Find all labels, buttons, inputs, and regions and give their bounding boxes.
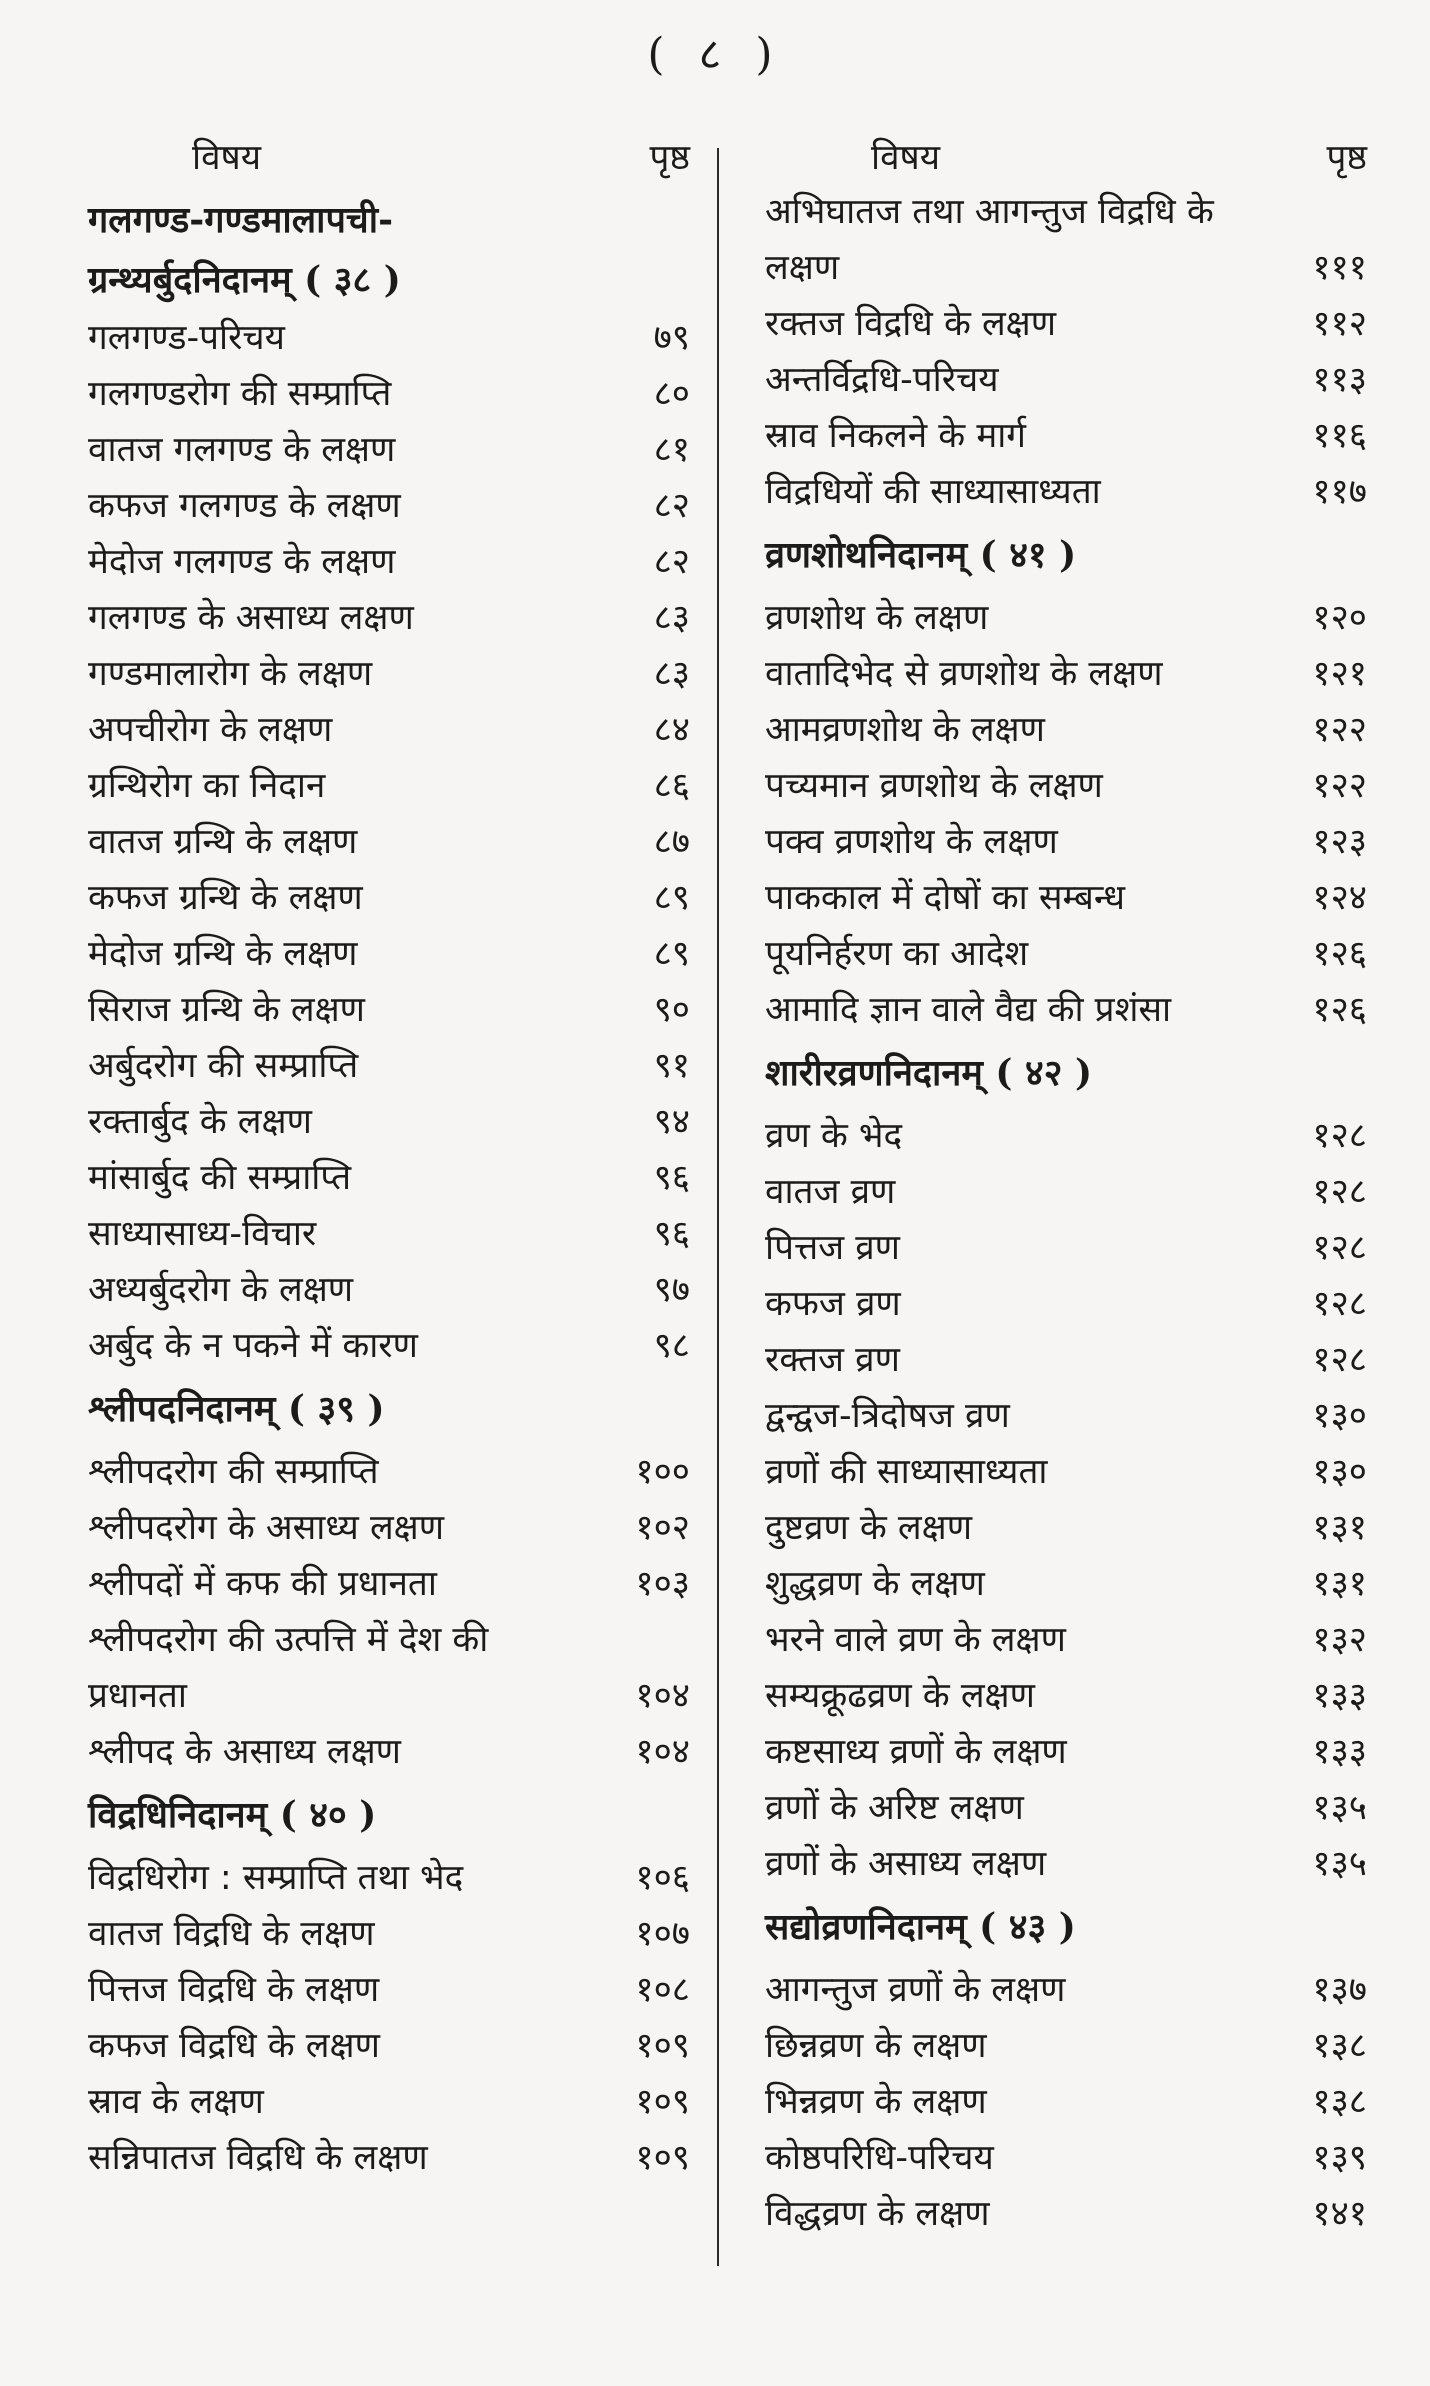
right-column-header [765, 128, 1367, 184]
toc-entry [765, 1500, 1367, 1556]
section-heading [765, 520, 1367, 590]
entry-page-number: १३० [1312, 1396, 1367, 1436]
toc-entry [765, 1612, 1367, 1668]
entry-page-number: १३० [1312, 1452, 1367, 1492]
toc-entry [765, 758, 1367, 814]
entry-page-number: १२६ [1312, 990, 1367, 1030]
entry-page-number: ११२ [1312, 304, 1367, 344]
entry-title: रक्तार्बुद के लक्षण [88, 1102, 312, 1142]
toc-entry [765, 1220, 1367, 1276]
section-heading [88, 1780, 690, 1850]
entry-page-number: १०२ [635, 1508, 690, 1548]
entry-title: ग्रन्थिरोग का निदान [88, 766, 326, 806]
column-divider [717, 148, 719, 2266]
entry-page-number: ८७ [653, 822, 690, 862]
toc-entry [765, 1780, 1367, 1836]
entry-title: सिराज ग्रन्थि के लक्षण [88, 990, 365, 1030]
entry-page-number: ८० [653, 374, 690, 414]
toc-entry [88, 590, 690, 646]
toc-entry [765, 296, 1367, 352]
toc-entry [765, 1724, 1367, 1780]
right-toc-list [765, 184, 1367, 2242]
toc-entry [765, 1164, 1367, 1220]
toc-entry [88, 1318, 690, 1374]
entry-page-number: ९६ [653, 1214, 690, 1254]
entry-page-number: १२८ [1312, 1172, 1367, 1212]
section-heading [88, 184, 690, 310]
entry-title: आमव्रणशोथ के लक्षण [765, 710, 1045, 750]
toc-entry [765, 1444, 1367, 1500]
entry-page-number: १०३ [635, 1564, 690, 1604]
toc-entry [88, 422, 690, 478]
toc-entry [765, 2186, 1367, 2242]
entry-title: पित्तज विद्रधि के लक्षण [88, 1970, 380, 2010]
toc-entry [765, 2074, 1367, 2130]
entry-title: सन्निपातज विद्रधि के लक्षण [88, 2138, 428, 2178]
entry-page-number: १२२ [1312, 766, 1367, 806]
entry-page-number: १०९ [635, 2026, 690, 2066]
entry-title: कफज गलगण्ड के लक्षण [88, 486, 401, 526]
entry-title: आगन्तुज व्रणों के लक्षण [765, 1970, 1066, 2010]
entry-title: रक्तज विद्रधि के लक्षण [765, 304, 1057, 344]
toc-entry [765, 982, 1367, 1038]
entry-title: अन्तर्विद्रधि-परिचय [765, 360, 999, 400]
toc-entry [88, 926, 690, 982]
section-heading [765, 1038, 1367, 1108]
entry-page-number: १२४ [1312, 878, 1367, 918]
entry-page-number: १३८ [1312, 2026, 1367, 2066]
entry-title: शुद्धव्रण के लक्षण [765, 1564, 985, 1604]
entry-page-number: १२० [1312, 598, 1367, 638]
entry-page-number: ८६ [653, 766, 690, 806]
entry-page-number: १३३ [1312, 1676, 1367, 1716]
toc-entry [88, 366, 690, 422]
entry-page-number: १०९ [635, 2138, 690, 2178]
entry-page-number: ८९ [653, 878, 690, 918]
toc-entry [88, 1500, 690, 1556]
entry-page-number: १३२ [1312, 1620, 1367, 1660]
entry-title: पित्तज व्रण [765, 1228, 900, 1268]
section-title: विद्रधिनिदानम् ( ४० ) [88, 1794, 377, 1836]
entry-title: वातज ग्रन्थि के लक्षण [88, 822, 358, 862]
entry-title: पक्व व्रणशोथ के लक्षण [765, 822, 1058, 862]
toc-entry [88, 1556, 690, 1612]
entry-title: आमादि ज्ञान वाले वैद्य की प्रशंसा [765, 990, 1172, 1030]
toc-entry [88, 1444, 690, 1500]
toc-entry [88, 534, 690, 590]
page-header: पृष्ठ [649, 137, 690, 178]
entry-title: अपचीरोग के लक्षण [88, 710, 333, 750]
toc-entry [88, 1094, 690, 1150]
entry-title: छिन्नव्रण के लक्षण [765, 2026, 987, 2066]
entry-page-number: १३१ [1312, 1564, 1367, 1604]
entry-title: रक्तज व्रण [765, 1340, 900, 1380]
toc-entry [765, 2130, 1367, 2186]
entry-title: भिन्नव्रण के लक्षण [765, 2082, 987, 2122]
entry-page-number: ९८ [653, 1326, 690, 1366]
entry-page-number: १११ [1312, 248, 1367, 288]
entry-page-number: ८२ [653, 486, 690, 526]
toc-entry [88, 702, 690, 758]
toc-entry [765, 1556, 1367, 1612]
toc-entry [765, 1276, 1367, 1332]
toc-entry [88, 1724, 690, 1780]
section-heading [765, 1892, 1367, 1962]
toc-entry [765, 1388, 1367, 1444]
toc-entry [88, 1850, 690, 1906]
entry-page-number: ११७ [1312, 472, 1367, 512]
entry-page-number: ९६ [653, 1158, 690, 1198]
toc-entry [88, 1150, 690, 1206]
entry-title: अभिघातज तथा आगन्तुज विद्रधि के लक्षण [765, 192, 1214, 288]
entry-page-number: १३५ [1312, 1788, 1367, 1828]
entry-title: भरने वाले व्रण के लक्षण [765, 1620, 1066, 1660]
entry-title: अध्यर्बुदरोग के लक्षण [88, 1270, 354, 1310]
entry-page-number: १२६ [1312, 934, 1367, 974]
toc-entry [88, 814, 690, 870]
entry-page-number: १०० [635, 1452, 690, 1492]
page-number: ( ८ ) [647, 29, 783, 80]
toc-entry [765, 184, 1367, 296]
entry-title: द्वन्द्वज-त्रिदोषज व्रण [765, 1396, 1010, 1436]
entry-title: कफज ग्रन्थि के लक्षण [88, 878, 363, 918]
page-header: पृष्ठ [1326, 137, 1367, 178]
entry-title: मांसार्बुद की सम्प्राप्ति [88, 1158, 352, 1198]
toc-entry [88, 1962, 690, 2018]
entry-title: वातादिभेद से व्रणशोथ के लक्षण [765, 654, 1163, 694]
entry-title: श्लीपदरोग की उत्पत्ति में देश की प्रधानता [88, 1620, 489, 1716]
toc-entry [765, 814, 1367, 870]
entry-title: दुष्टव्रण के लक्षण [765, 1508, 973, 1548]
entry-title: सम्यक्रूढव्रण के लक्षण [765, 1676, 1035, 1716]
toc-entry [88, 646, 690, 702]
entry-title: कोष्ठपरिधि-परिचय [765, 2138, 994, 2178]
entry-page-number: १०९ [635, 2082, 690, 2122]
entry-page-number: १२८ [1312, 1228, 1367, 1268]
toc-entry [765, 1668, 1367, 1724]
entry-title: गलगण्डरोग की सम्प्राप्ति [88, 374, 392, 414]
entry-page-number: १३५ [1312, 1844, 1367, 1884]
entry-title: अर्बुदरोग की सम्प्राप्ति [88, 1046, 359, 1086]
entry-page-number: ८४ [653, 710, 690, 750]
toc-entry [765, 590, 1367, 646]
entry-page-number: १४१ [1312, 2194, 1367, 2234]
toc-entry [765, 702, 1367, 758]
entry-title: व्रणों की साध्यासाध्यता [765, 1452, 1048, 1492]
left-column [88, 128, 690, 2186]
entry-page-number: ९० [653, 990, 690, 1030]
toc-entry [765, 1108, 1367, 1164]
section-heading [88, 1374, 690, 1444]
entry-title: कफज व्रण [765, 1284, 901, 1324]
section-title: शारीरव्रणनिदानम् ( ४२ ) [765, 1052, 1092, 1094]
right-column [765, 128, 1367, 2242]
entry-page-number: ८३ [653, 654, 690, 694]
topic-header: विषय [192, 137, 262, 178]
entry-title: वातज व्रण [765, 1172, 896, 1212]
section-title: गलगण्ड-गण्डमालापची-ग्रन्थ्यर्बुदनिदानम् ( ३८ ) [88, 199, 401, 301]
left-column-header [88, 128, 690, 184]
topic-header: विषय [871, 137, 941, 178]
entry-title: गण्डमालारोग के लक्षण [88, 654, 373, 694]
toc-entry [88, 982, 690, 1038]
entry-page-number: ८३ [653, 598, 690, 638]
toc-entry [765, 2018, 1367, 2074]
toc-entry [88, 478, 690, 534]
entry-title: गलगण्ड-परिचय [88, 318, 285, 358]
toc-entry [88, 1612, 690, 1724]
entry-title: व्रण के भेद [765, 1116, 903, 1156]
entry-title: विद्रधिरोग : सम्प्राप्ति तथा भेद [88, 1858, 464, 1898]
entry-page-number: ९७ [653, 1270, 690, 1310]
entry-title: विद्रधियों की साध्यासाध्यता [765, 472, 1101, 512]
toc-entry [88, 1906, 690, 1962]
toc-entry [765, 1836, 1367, 1892]
entry-page-number: १०४ [635, 1676, 690, 1716]
toc-entry [88, 2018, 690, 2074]
entry-page-number: १३१ [1312, 1508, 1367, 1548]
entry-title: मेदोज ग्रन्थि के लक्षण [88, 934, 358, 974]
toc-entry [765, 870, 1367, 926]
toc-entry [88, 2130, 690, 2186]
toc-entry [765, 926, 1367, 982]
entry-page-number: ८९ [653, 934, 690, 974]
entry-title: मेदोज गलगण्ड के लक्षण [88, 542, 396, 582]
entry-page-number: १०६ [635, 1858, 690, 1898]
entry-title: विद्धव्रण के लक्षण [765, 2194, 990, 2234]
entry-page-number: १३७ [1312, 1970, 1367, 2010]
entry-title: कफज विद्रधि के लक्षण [88, 2026, 380, 2066]
toc-entry [88, 1206, 690, 1262]
entry-page-number: १३९ [1312, 2138, 1367, 2178]
toc-entry [88, 1262, 690, 1318]
entry-title: श्लीपदों में कफ की प्रधानता [88, 1564, 437, 1604]
toc-entry [88, 1038, 690, 1094]
entry-title: व्रणशोथ के लक्षण [765, 598, 989, 638]
entry-page-number: ९४ [653, 1102, 690, 1142]
entry-title: पच्यमान व्रणशोथ के लक्षण [765, 766, 1103, 806]
entry-title: कष्टसाध्य व्रणों के लक्षण [765, 1732, 1067, 1772]
entry-title: श्लीपदरोग की सम्प्राप्ति [88, 1452, 379, 1492]
entry-title: व्रणों के असाध्य लक्षण [765, 1844, 1047, 1884]
entry-page-number: १२१ [1312, 654, 1367, 694]
entry-title: स्राव के लक्षण [88, 2082, 264, 2122]
entry-title: श्लीपदरोग के असाध्य लक्षण [88, 1508, 445, 1548]
toc-entry [88, 310, 690, 366]
entry-page-number: ९१ [653, 1046, 690, 1086]
entry-page-number: १०७ [635, 1914, 690, 1954]
toc-entry [88, 870, 690, 926]
entry-title: वातज गलगण्ड के लक्षण [88, 430, 396, 470]
entry-page-number: १२८ [1312, 1116, 1367, 1156]
toc-entry [765, 408, 1367, 464]
section-title: सद्योव्रणनिदानम् ( ४३ ) [765, 1906, 1076, 1948]
toc-entry [765, 1332, 1367, 1388]
entry-page-number: १२८ [1312, 1284, 1367, 1324]
entry-page-number: ८१ [653, 430, 690, 470]
entry-title: गलगण्ड के असाध्य लक्षण [88, 598, 414, 638]
entry-title: अर्बुद के न पकने में कारण [88, 1326, 418, 1366]
entry-page-number: १०४ [635, 1732, 690, 1772]
entry-title: व्रणों के अरिष्ट लक्षण [765, 1788, 1024, 1828]
entry-page-number: ८२ [653, 542, 690, 582]
entry-page-number: १२८ [1312, 1340, 1367, 1380]
toc-entry [88, 2074, 690, 2130]
toc-entry [765, 1962, 1367, 2018]
entry-title: श्लीपद के असाध्य लक्षण [88, 1732, 401, 1772]
toc-entry [765, 464, 1367, 520]
entry-title: पूयनिर्हरण का आदेश [765, 934, 1029, 974]
entry-title: साध्यासाध्य-विचार [88, 1214, 317, 1254]
entry-page-number: ११६ [1312, 416, 1367, 456]
entry-title: पाककाल में दोषों का सम्बन्ध [765, 878, 1126, 918]
entry-page-number: ११३ [1312, 360, 1367, 400]
section-title: श्लीपदनिदानम् ( ३९ ) [88, 1388, 385, 1430]
toc-entry [765, 352, 1367, 408]
entry-page-number: १३८ [1312, 2082, 1367, 2122]
entry-page-number: १३३ [1312, 1732, 1367, 1772]
left-toc-list [88, 184, 690, 2186]
toc-entry [765, 646, 1367, 702]
toc-entry [88, 758, 690, 814]
entry-page-number: १२२ [1312, 710, 1367, 750]
entry-page-number: ७९ [653, 318, 690, 358]
entry-title: स्राव निकलने के मार्ग [765, 416, 1027, 456]
entry-page-number: १०८ [635, 1970, 690, 2010]
entry-page-number: १२३ [1312, 822, 1367, 862]
section-title: व्रणशोथनिदानम् ( ४१ ) [765, 534, 1077, 576]
entry-title: वातज विद्रधि के लक्षण [88, 1914, 375, 1954]
